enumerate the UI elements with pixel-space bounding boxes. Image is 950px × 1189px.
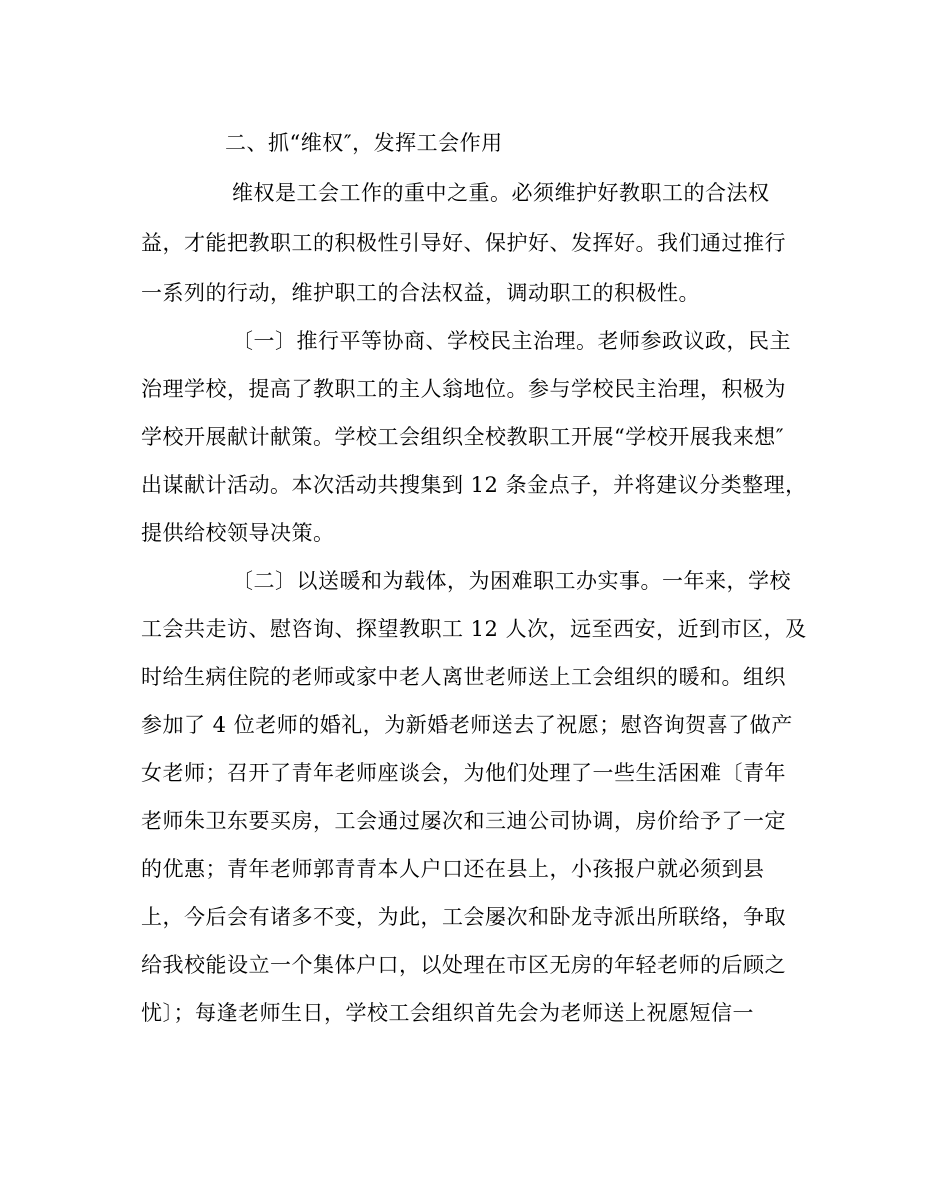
paragraph-line: 学校开展献计献策。学校工会组织全校教职工开展“学校开展我来想″ xyxy=(141,425,785,449)
paragraph-line: 维权是工会工作的重中之重。必须维护好教职工的合法权 xyxy=(232,181,770,205)
paragraph-line: 工会共走访、慰咨询、探望教职工 12 人次，远至西安，近到市区，及 xyxy=(141,617,807,641)
paragraph-line: 参加了 4 位老师的婚礼，为新婚老师送去了祝愿；慰咨询贺喜了做产 xyxy=(141,713,793,737)
paragraph-line: 出谋献计活动。本次活动共搜集到 12 条金点子，并将建议分类整理， xyxy=(141,473,807,497)
paragraph-line: 上，今后会有诸多不变，为此，工会屡次和卧龙寺派出所联络，争取 xyxy=(141,905,786,929)
paragraph-line: 益，才能把教职工的积极性引导好、保护好、发挥好。我们通过推行 xyxy=(141,231,786,255)
paragraph-line: 治理学校，提高了教职工的主人翁地位。参与学校民主治理，积极为 xyxy=(141,377,786,401)
paragraph-line: 女老师；召开了青年老师座谈会，为他们处理了一些生活困难〔青年 xyxy=(141,761,786,785)
paragraph-line: 老师朱卫东要买房，工会通过屡次和三迪公司协调，房价给予了一定 xyxy=(141,809,786,833)
paragraph-line: 提供给校领导决策。 xyxy=(141,521,335,545)
paragraph-line: 给我校能设立一个集体户口，以处理在市区无房的年轻老师的后顾之 xyxy=(141,953,786,977)
paragraph-line: 一系列的行动，维护职工的合法权益，调动职工的积极性。 xyxy=(141,281,700,305)
paragraph-line: 〔一〕推行平等协商、学校民主治理。老师参政议政，民主 xyxy=(232,329,791,353)
paragraph-line: 忧〕；每逢老师生日，学校工会组织首先会为老师送上祝愿短信一 xyxy=(141,1001,754,1025)
paragraph-line: 时给生病住院的老师或家中老人离世老师送上工会组织的暖和。组织 xyxy=(141,665,786,689)
paragraph-line: 的优惠；青年老师郭青青本人户口还在县上，小孩报户就必须到县 xyxy=(141,857,765,881)
section-heading: 二、抓“维权″，发挥工会作用 xyxy=(225,131,503,155)
paragraph-line: 〔二〕以送暖和为载体，为困难职工办实事。一年来，学校 xyxy=(232,569,791,593)
